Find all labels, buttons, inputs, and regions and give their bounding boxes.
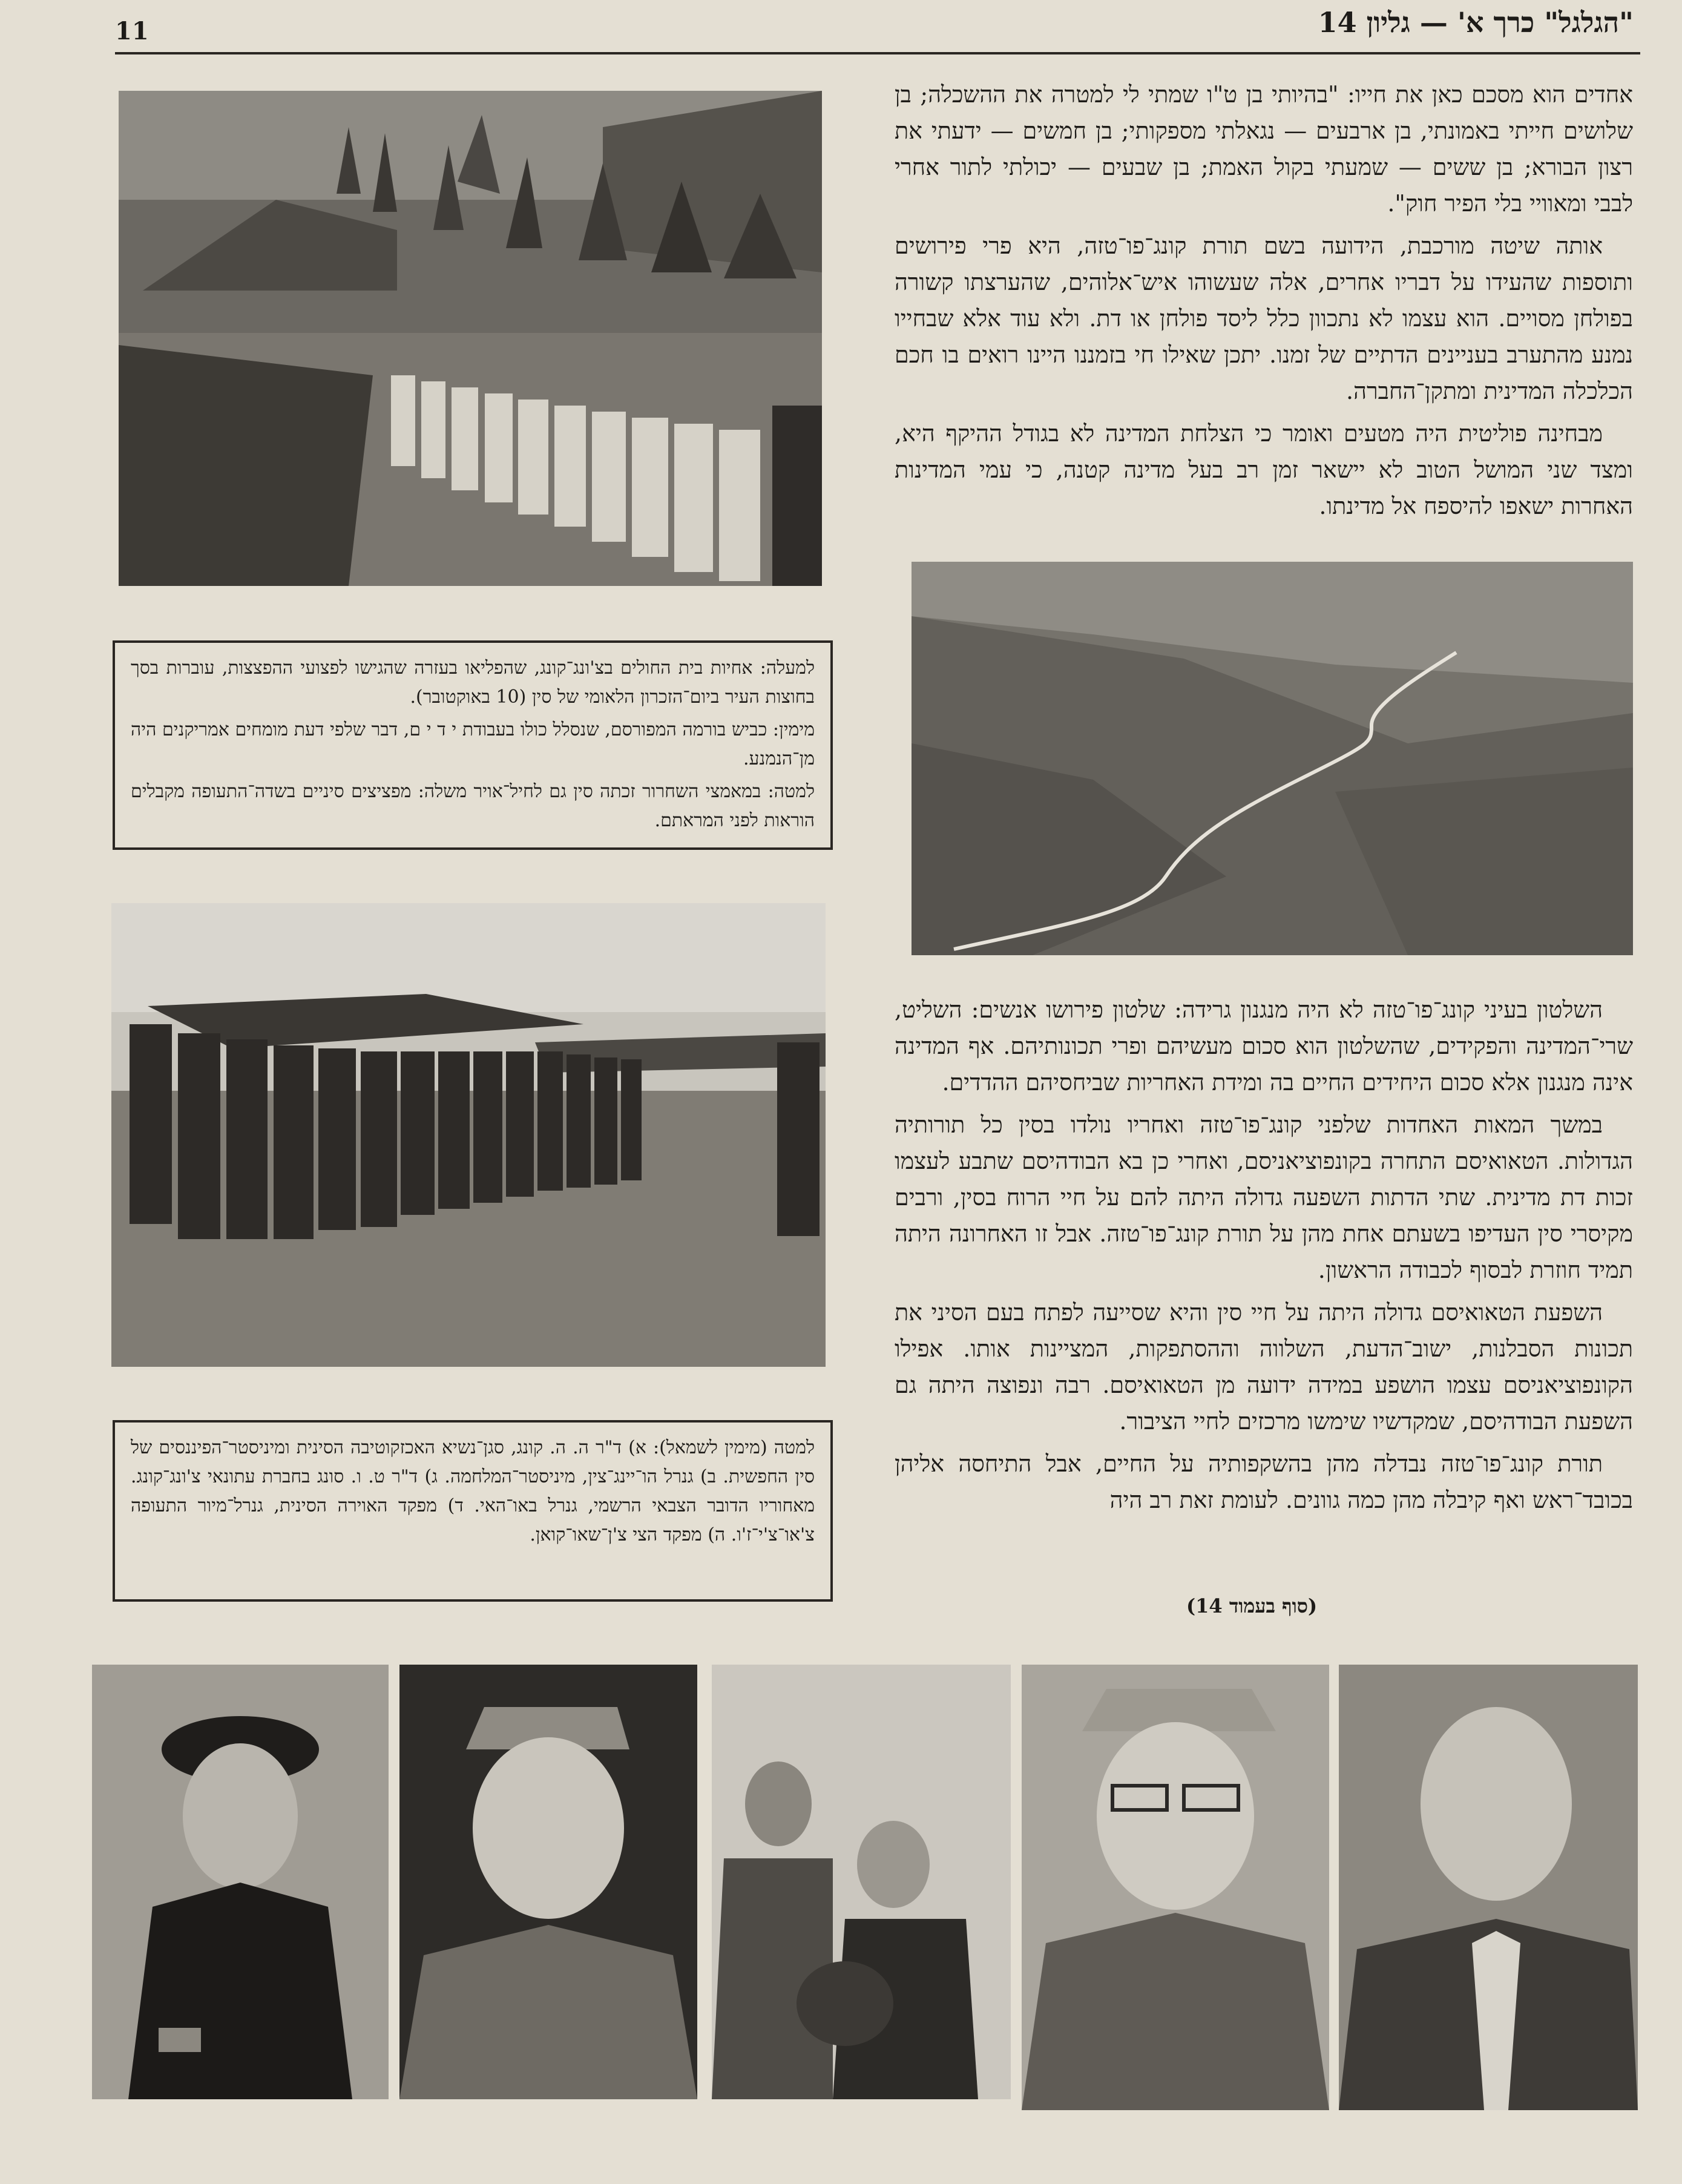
portrait-press-group [712,1665,1011,2099]
portrait-navy-commander [92,1665,389,2099]
header-rule [115,52,1640,54]
portrait-general-uniform [399,1665,697,2099]
article-paragraph: מבחינה פוליטית היה מטעים ואומר כי הצלחת המדינה לא בגודל ההיקף היא, ומצד שני המושל הטוב לא יישאר זמן רב בעל מדינה קטנה, כי עמי המדינות האחרות ישאפו להיספח אל מדינתו. [895,420,1633,519]
article-paragraph: השלטון בעיני קונג־פו־טזה לא היה מנגנון גרידה: שלטון פירושו אנשים: השליט, שרי־המדינה והפקידים, שהשלטון הוא סכום מעשיהם ופרי תכונותיהם. אף המדינה אינה מנגנון אלא סכום היחידים החיים בה ומידת האחריות שביחסיהם ההדדים. [895,996,1633,1096]
airmen-airfield-photo [111,903,826,1367]
portrait-general-glasses [1022,1665,1329,2110]
caption-box-top [113,640,833,850]
caption-box-portraits [113,1420,833,1602]
article-text-bottom [895,992,1633,1579]
article-paragraph: במשך המאות האחדות שלפני קונג־פו־טזה ואחריו נולדו בסין כל תורותיה הגדולות. הטאואיסם התחרה בקונפוציאניסם, ואחרי כן בא הבודהיסם שתבע לעצמו זכות דת מדינית. שתי הדתות השפעה גדולה היתה להם על חיי הרוח בסין, ורבים מקיסרי סין העדיפו בשעתם אחת מהן על תורת קונג־פו־טזה. אבל זו האחרונה היתה תמיד חוזרת לבסוף לכבודה הראשון. [895,1111,1633,1283]
portrait-man-suit [1339,1665,1638,2110]
article-text-top [895,76,1633,548]
article-paragraph: אותה שיטה מורכבת, הידועה בשם תורת קונג־פו־טזה, היא פרי פירושים ותוספות שהעידו על דבריו אחרים, אלה שעשוהו איש־אלוהים, שהערצתו קשורה בפולחן מסויים. הוא עצמו לא נתכוון כלל ליסד פולחן או דת. ולא עוד אלא שבחייו נמנע מהתערב בעניינים הדתיים של זמנו. יתכן שאילו חי בזמננו היינו רואים בו חכם הכלכלה המדינית ומתקן־החברה. [895,232,1634,404]
caption-right: מימין: כביש בורמה המפורסם, שנסלל כולו בעבודת י ד י ם, דבר שלפי דעת מומחים אמריקנים היה מן־הנמנע. [131,719,815,769]
caption-upper: למעלה: אחיות בית החולים בצ'ונג־קונג, שהפליאו בעזרה שהגישו לפצועי ההפצצות, עוברות בסך בחוצות העיר ביום־הזכרון הלאומי של סין (10 באוקטובר). [131,657,815,708]
continued-note: (סוף בעמוד 14) [1186,1594,1318,1617]
nurses-parade-photo [119,91,822,586]
page-number: 11 [115,17,149,45]
burma-road-aerial-photo [912,562,1633,955]
article-paragraph: השפעת הטאואיסם גדולה היתה על חיי סין והיא שסייעה לפתח בעם הסיני את תכונות הסבלנות, ישוב־הדעת, השלווה וההסתפקות, המציינות אותו. אפילו הקונפוציאניסם עצמו הושפע במידה ידועה מן הטאואיסם. רבה ונפוצה היתה גם השפעת הבודהיסם, שמקדשיו שימשו מרכזים לחיי הציבור. [895,1299,1633,1435]
article-paragraph: אחדים הוא מסכם כאן את חייו: "בהיותי בן ט"ו שמתי לי למטרה את ההשכלה; בן שלושים חייתי באמונתי, בן ארבעים — נגאלתי מספקותי; בן חמשים — ידעתי את רצון הבורא; בן ששים — שמעתי בקול האמת; בן שבעים — יכולתי לתור אחרי לבבי ומאוויי בלי הפיר חוק". [895,81,1633,217]
caption-portraits-text: למטה (מימין לשמאל): א) ד"ר ה. ה. קונג, סגן־נשיא האכזקוטיבה הסינית ומיניסטר־הפיננסים של סין החפשית. ב) גנרל הו־יינג־צין, מיניסטר־המלחמה. ג) ד"ר ט. ו. סונג בחברת עתונאי צ'ונג־קונג. מאחוריו הדובר הצבאי הרשמי, גנרל באו־האי. ד) מפקד האוירה הסינית, גנרל־מיור התעופה צ'או־צ'י־ז'ו. ה) מפקד הצי צ'ן־שאו־קואן. [131,1437,815,1545]
article-paragraph: תורת קונג־פו־טזה נבדלה מהן בהשקפותיה על החיים, אבל התיחסה אליהן בכובד־ראש ואף קיבלה מהן כמה גוונים. לעומת זאת רב היה [895,1450,1633,1513]
caption-lower: למטה: במאמצי השחרור זכתה סין גם לחיל־אויר משלה: מפציצים סיניים בשדה־התעופה מקבלים הוראות לפני המראתם. [131,781,815,831]
running-head: "הגלגל" כרך א' — גליון 14 [1318,6,1634,39]
